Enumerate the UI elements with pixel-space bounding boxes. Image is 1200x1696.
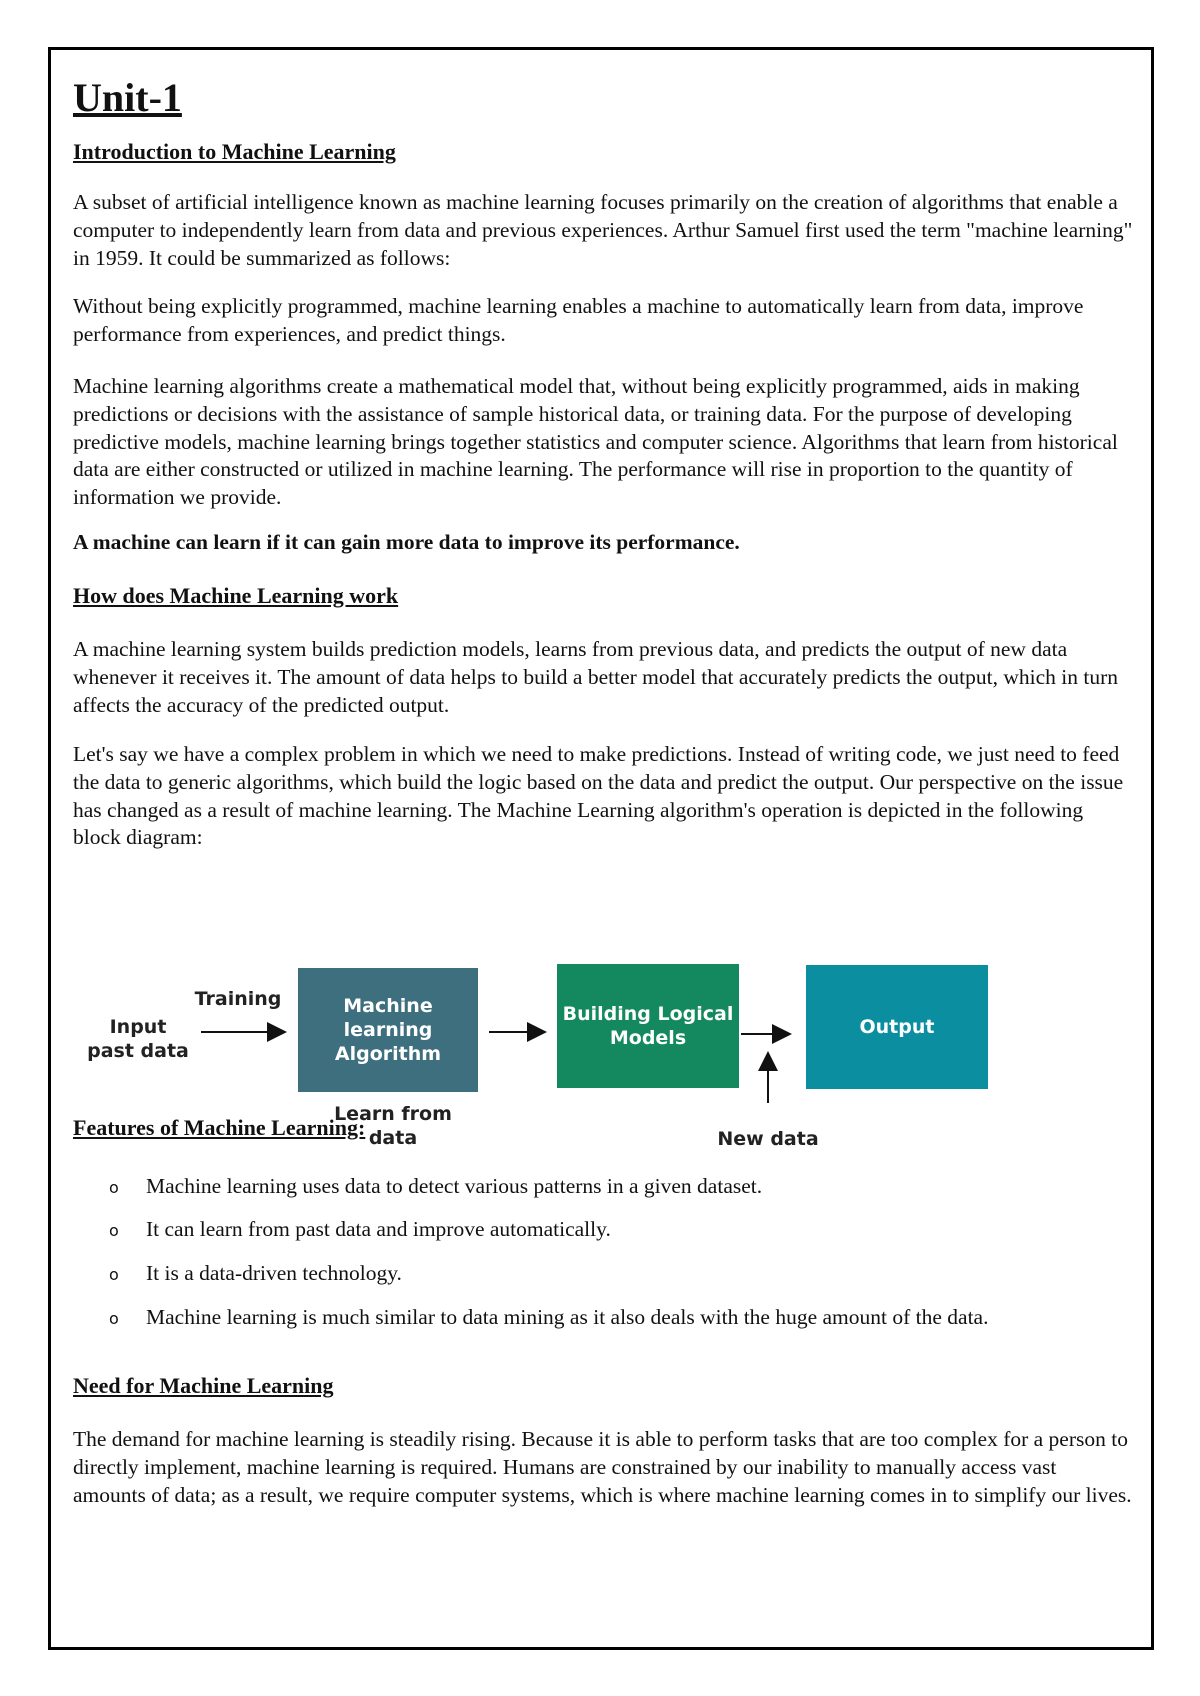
bullet-icon: o — [109, 1178, 119, 1197]
bold-statement: A machine can learn if it can gain more data to improve its performance. — [73, 530, 740, 554]
training-label: Training — [194, 988, 282, 1010]
unit-title: Unit-1 — [73, 75, 182, 120]
new-data-label: New data — [717, 1128, 819, 1150]
need-heading: Need for Machine Learning — [73, 1373, 334, 1398]
learn-from-data-label: Learn from data — [334, 1103, 452, 1149]
bullet-icon: o — [109, 1265, 119, 1284]
intro-paragraph-2: Without being explicitly programmed, machine learning enables a machine to automatically learn from data, improve performance from experiences, and predict things. — [73, 294, 1084, 346]
input-past-data-label: Input past data — [87, 1016, 189, 1062]
ml-block-diagram — [73, 955, 1013, 1155]
building-box: Building Logical Models — [557, 964, 739, 1088]
bullet-icon: o — [109, 1221, 119, 1240]
bullet-icon: o — [109, 1309, 119, 1328]
intro-paragraph-1: A subset of artificial intelligence known as machine learning focuses primarily on the creation of algorithms that enable a computer to independently learn from data and previous experiences. Arthur Samuel first used the term "machine learning" in 1959. It could be summarized as follows: — [73, 190, 1133, 270]
algorithm-box: Machine learning Algorithm — [298, 968, 478, 1092]
intro-heading: Introduction to Machine Learning — [73, 139, 396, 164]
how-paragraph-1: A machine learning system builds prediction models, learns from previous data, and predicts the output of new data whenever it receives it. The amount of data helps to build a better model that accurately predicts the output, which in turn affects the accuracy of the predicted output. — [73, 637, 1119, 717]
how-heading: How does Machine Learning work — [73, 583, 399, 608]
need-paragraph: The demand for machine learning is steadily rising. Because it is able to perform tasks that are too complex for a person to directly implement, machine learning is required. Humans are constrained by our inability to manually access vast amounts of data; as a result, we require computer systems, which is where machine learning comes in to simplify our lives. — [73, 1427, 1132, 1507]
output-box: Output — [806, 965, 988, 1089]
intro-paragraph-3: Machine learning algorithms create a mathematical model that, without being explicitly programmed, aids in making predictions or decisions with the assistance of sample historical data, or training data. For the purpose of developing predictive models, machine learning brings together statistics and computer science. Algorithms that learn from historical data are either constructed or utilized in machine learning. The performance will rise in proportion to the quantity of information we provide. — [73, 374, 1118, 510]
how-paragraph-2: Let's say we have a complex problem in which we need to make predictions. Instead of writing code, we just need to feed the data to generic algorithms, which build the logic based on the data and predict the output. Our perspective on the issue has changed as a result of machine learning. The Machine Learning algorithm's operation is depicted in the following block diagram: — [73, 742, 1124, 850]
features-heading: Features of Machine Learning: — [73, 1115, 366, 1140]
